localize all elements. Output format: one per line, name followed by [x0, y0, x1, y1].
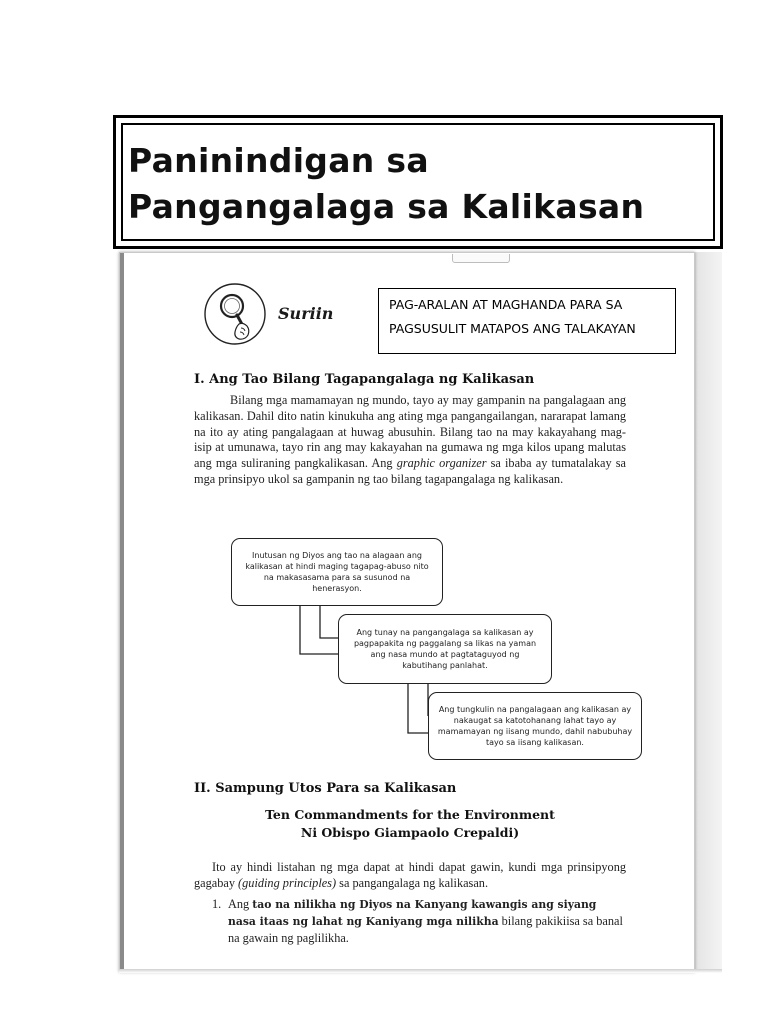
- list-item-text-bold: tao na nilikha ng Diyos na Kanyang kawangis ang siyang nasa itaas ng lahat ng Kaniyang mga nilikha: [228, 898, 597, 928]
- flowchart-box-2-text: Ang tunay na pangangalaga sa kalikasan ay pagpapakita ng paggalang sa likas na yaman ang nasa mundo at pagtataguyod ng kabutihang panlahat.: [353, 628, 537, 670]
- section-label-suriin: Suriin: [278, 304, 334, 323]
- section-1-text-a: Bilang mga mamamayan ng mundo, tayo ay may gampanin na pangalagaan ang kalikasan. Dahil dito natin kinukuha ang ating mga pangangailangan, nararapat lamang na ito ay ating pangalagaan at huwag abusuhin. Bilang tao na may kakayahang mag-isip at umunawa, tayo rin ang may kakayahan na gumawa ng mga kilos upang malutas ang mga suliraning pangkalikasan. Ang: [194, 393, 626, 471]
- section-2-text-italic: (guiding principles): [238, 875, 337, 890]
- flowchart-box-3-text: Ang tungkulin na pangalagaan ang kalikasan ay nakaugat sa katotohanang lahat tayo ay mamamayan ng iisang mundo, dahil nabubuhay tayo sa iisang kalikasan.: [437, 705, 633, 747]
- list-item-text-a: Ang: [228, 897, 253, 911]
- section-1-heading: I. Ang Tao Bilang Tagapangalaga ng Kalikasan: [194, 372, 535, 387]
- section-2-subtitle-1: Ten Commandments for the Environment: [265, 807, 555, 822]
- list-item-number: 1.: [212, 897, 222, 911]
- section-1-text-b: sa ibaba ay tumatalakay sa mga prinsipyo ukol sa gampanin ng tao bilang tagapangalaga ng kalikasan.: [194, 456, 626, 486]
- note-line-2: PAGSUSULIT MATAPOS ANG TALAKAYAN: [389, 321, 636, 336]
- section-2-subtitle-2: Ni Obispo Giampaolo Crepaldi): [300, 825, 520, 840]
- section-2-text-b: sa pangangalaga ng kalikasan.: [336, 875, 489, 890]
- list-item-text-b: bilang pakikiisa sa banal na gawain ng paglilikha.: [228, 914, 623, 945]
- list-item-body: [228, 896, 626, 946]
- list-item: [212, 896, 626, 946]
- section-1-text-italic: graphic organizer: [396, 456, 487, 471]
- flowchart-box-3: [428, 692, 642, 760]
- note-line-1: PAG-ARALAN AT MAGHANDA PARA SA: [389, 297, 623, 312]
- section-2-heading: II. Sampung Utos Para sa Kalikasan: [194, 781, 457, 796]
- flowchart-box-1: [231, 538, 443, 606]
- flowchart-box-2: [338, 614, 552, 684]
- section-2-paragraph: [194, 860, 626, 892]
- section-2-text-a: Ito ay hindi listahan ng mga dapat at hindi dapat gawin, kundi mga prinsipyong gagabay: [194, 860, 626, 890]
- title-line-1: Paninindigan sa: [128, 141, 429, 180]
- title-line-2: Pangangalaga sa Kalikasan: [128, 187, 645, 226]
- flowchart-box-1-text: Inutusan ng Diyos ang tao na alagaan ang kalikasan at hindi maging tagapag-abuso nito na makasasama para sa susunod na henerasyon.: [245, 551, 429, 593]
